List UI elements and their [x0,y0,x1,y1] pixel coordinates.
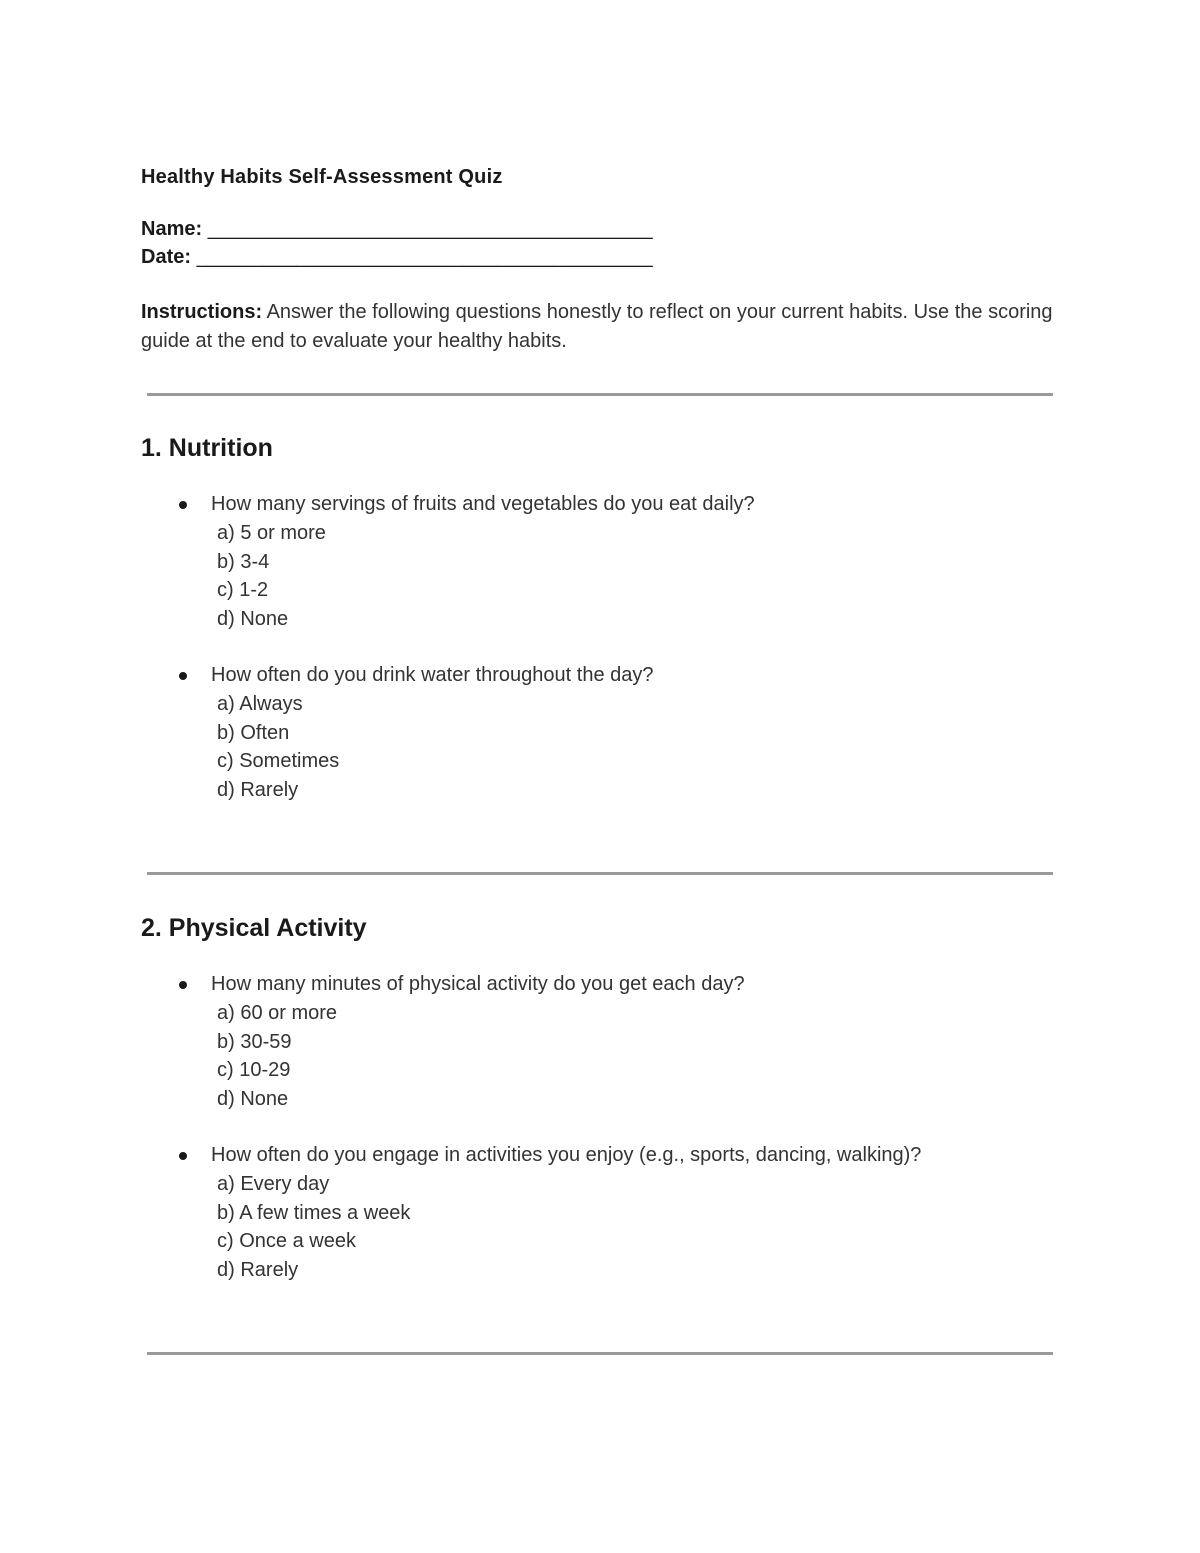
answer-option[interactable]: b) A few times a week [217,1201,411,1224]
question-text: How often do you drink water throughout the day? [211,664,654,686]
answer-option[interactable]: d) None [217,1087,289,1110]
instructions-label: Instructions: [141,301,263,323]
answer-option[interactable]: b) Often [217,721,290,744]
bullet-icon [179,1152,187,1160]
bullet-icon [179,501,187,509]
date-label: Date: [141,246,192,268]
instructions-text: Answer the following questions honestly to reflect on your current habits. Use the scoring guide at the end to evaluate your healthy habits. [141,301,1053,352]
date-blank-line: _________________________________________ [196,246,653,268]
question-water [176,661,1076,804]
divider-rule [147,1352,1053,1355]
answer-option[interactable]: c) Once a week [217,1230,356,1252]
section-title-physical-activity: 2. Physical Activity [141,914,367,942]
answer-option[interactable]: c) 1-2 [217,579,269,601]
answer-option[interactable]: b) 30-59 [217,1030,292,1053]
section-title-nutrition: 1. Nutrition [141,434,273,462]
answer-option[interactable]: a) Always [217,693,303,715]
answer-options [176,690,1076,804]
answer-option[interactable]: c) Sometimes [217,750,340,772]
bullet-icon [179,981,187,989]
answer-option[interactable]: c) 10-29 [217,1059,291,1081]
answer-option[interactable]: b) 3-4 [217,550,270,573]
divider-rule [147,393,1053,396]
answer-option[interactable]: d) Rarely [217,778,299,801]
answer-option[interactable]: d) Rarely [217,1258,299,1281]
bullet-icon [179,672,187,680]
name-label: Name: [141,218,203,240]
question-enjoyable-activities [176,1141,1076,1284]
question-text: How many minutes of physical activity do you get each day? [211,973,745,995]
answer-options [176,1170,1076,1284]
divider-rule [147,872,1053,875]
name-field[interactable] [141,218,653,241]
answer-option[interactable]: a) 60 or more [217,1002,338,1024]
answer-option[interactable]: a) 5 or more [217,522,326,544]
answer-options [176,999,1076,1113]
quiz-title: Healthy Habits Self-Assessment Quiz [141,166,503,188]
question-fruits-vegetables [176,490,1076,633]
question-text: How often do you engage in activities you enjoy (e.g., sports, dancing, walking)? [211,1144,922,1166]
instructions [141,298,1061,356]
answer-option[interactable]: d) None [217,607,289,630]
answer-options [176,519,1076,633]
date-field[interactable] [141,246,653,269]
answer-option[interactable]: a) Every day [217,1173,330,1195]
name-blank-line: ________________________________________ [207,218,653,240]
question-text: How many servings of fruits and vegetables do you eat daily? [211,493,755,515]
question-activity-minutes [176,970,1076,1113]
